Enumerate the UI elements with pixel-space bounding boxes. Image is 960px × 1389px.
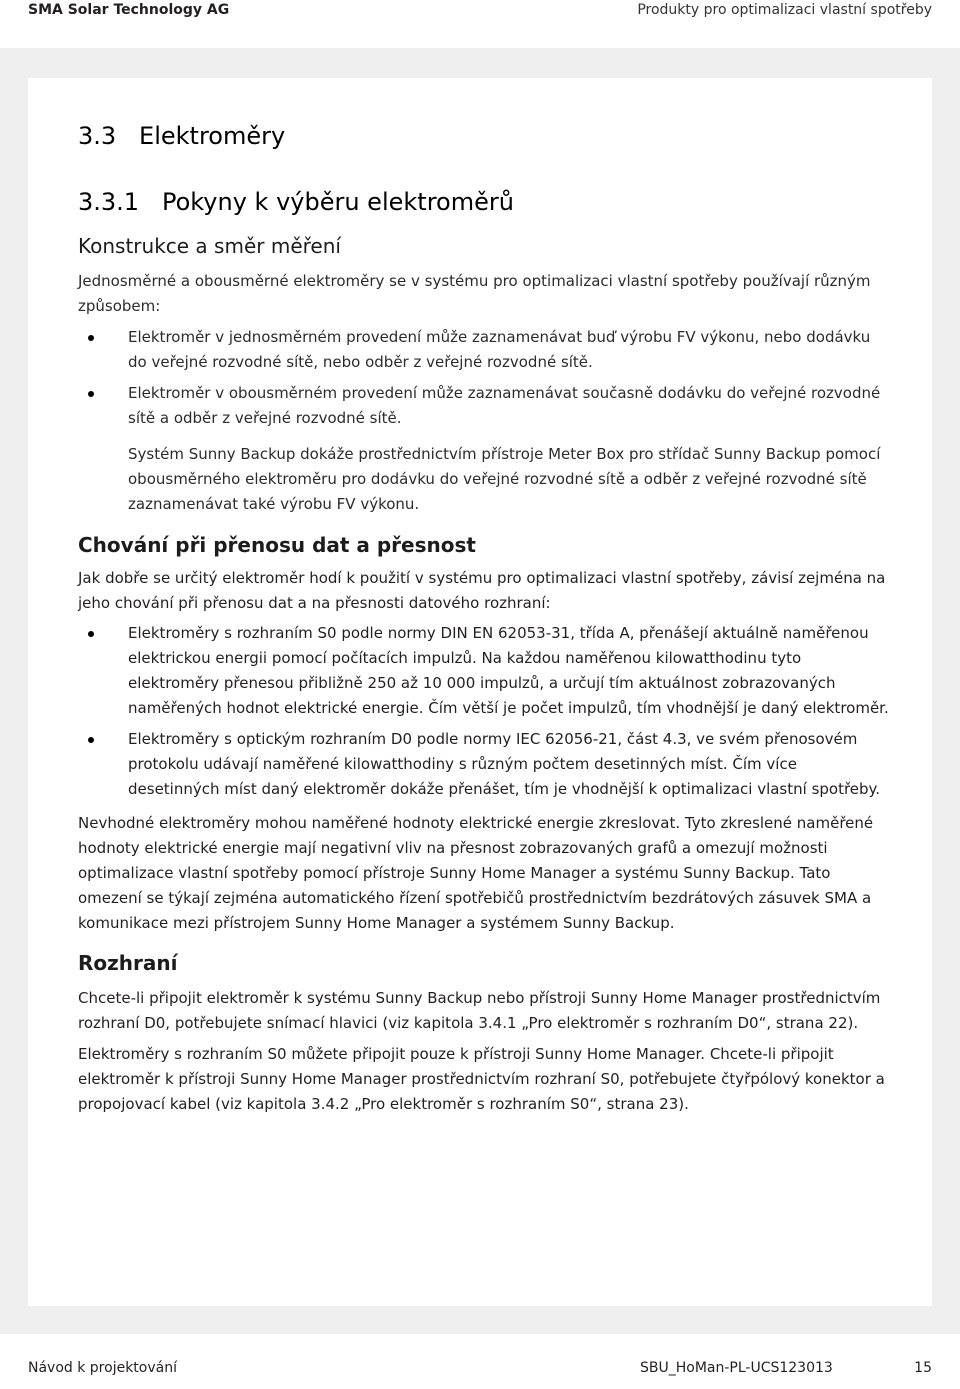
heading-3-3: 3.3 Elektroměry	[78, 122, 286, 150]
construction-intro: Jednosměrné a obousměrné elektroměry se v systému pro optimalizaci vlastní spotřeby používají různým způsobem:	[78, 272, 871, 315]
page-header	[0, 0, 960, 36]
data-transfer-note: Nevhodné elektroměry mohou naměřené hodnoty elektrické energie zkreslovat. Tyto zkreslené naměřené hodnoty elektrické energie mají negativní vliv na přesnost zobrazovaných grafů a omezují možnosti optimalizace vlastní spotřeby pomocí přístroje Sunny Home Manager a systému Sunny Backup. Tato omezení se týkají zejména automatického řízení spotřebičů prostřednictvím bezdrátových zásuvek SMA a komunikace mezi přístrojem Sunny Home Manager a systémem Sunny Backup.	[78, 814, 874, 932]
construction-bullets	[78, 325, 893, 437]
list-item: Elektroměry s optickým rozhraním D0 podle normy IEC 62056-21, část 4.3, ve svém přenosovém protokolu udávají naměřené kilowatthodiny s různým počtem desetinných míst. Čím více desetinných míst daný elektroměr dokáže přenášet, tím je vhodnější k optimalizaci vlastní spotřeby.	[78, 727, 893, 802]
company-name: SMA Solar Technology AG	[28, 2, 230, 18]
page-body	[28, 78, 932, 1306]
interface-paragraph-1: Chcete-li připojit elektroměr k systému Sunny Backup nebo přístroji Sunny Home Manager prostřednictvím rozhraní D0, potřebujete snímací hlavici (viz kapitola 3.4.1 „Pro elektroměr s rozhraním D0“, strana 22).	[78, 989, 881, 1032]
list-item: Elektroměry s rozhraním S0 podle normy DIN EN 62053-31, třída A, přenášejí aktuálně naměřenou elektrickou energii pomocí počítacích impulzů. Na každou naměřenou kilowatthodinu tyto elektroměry přenesou přibližně 250 až 10 000 impulzů, a určují tím aktuálnost zobrazovaných naměřených hodnot elektrické energie. Čím větší je počet impulzů, tím vhodnější je daný elektroměr.	[78, 621, 893, 721]
data-transfer-bullets	[78, 621, 893, 808]
interface-paragraph-2: Elektroměry s rozhraním S0 můžete připojit pouze k přístroji Sunny Home Manager. Chcete-li připojit elektroměr k přístroji Sunny Home Manager prostřednictvím rozhraní S0, potřebujete čtyřpólový konektor a propojovací kabel (viz kapitola 3.4.2 „Pro elektroměr s rozhraním S0“, strana 23).	[78, 1045, 885, 1113]
bullet-icon	[88, 631, 94, 637]
section-title-construction: Konstrukce a směr měření	[78, 234, 341, 258]
list-item: Elektroměr v obousměrném provedení může zaznamenávat současně dodávku do veřejné rozvodné sítě a odběr z veřejné rozvodné sítě.	[78, 381, 893, 431]
bullet-icon	[88, 391, 94, 397]
heading-3-3-1: 3.3.1 Pokyny k výběru elektroměrů	[78, 188, 514, 216]
section-title: Produkty pro optimalizaci vlastní spotřeby	[637, 2, 932, 18]
list-item: Elektroměr v jednosměrném provedení může zaznamenávat buď výrobu FV výkonu, nebo dodávku do veřejné rozvodné sítě, nebo odběr z veřejné rozvodné sítě.	[78, 325, 893, 375]
document-code: SBU_HoMan-PL-UCS123013	[640, 1360, 833, 1376]
data-transfer-intro: Jak dobře se určitý elektroměr hodí k použití v systému pro optimalizaci vlastní spotřeby, závisí zejména na jeho chování při přenosu dat a na přesnosti datového rozhraní:	[78, 569, 886, 612]
section-title-data-transfer: Chování při přenosu dat a přesnost	[78, 533, 476, 557]
page-number: 15	[914, 1360, 932, 1376]
bullet-icon	[88, 737, 94, 743]
bullet-icon	[88, 335, 94, 341]
section-title-interface: Rozhraní	[78, 951, 178, 975]
construction-note: Systém Sunny Backup dokáže prostřednictvím přístroje Meter Box pro střídač Sunny Backup pomocí obousměrného elektroměru pro dodávku do veřejné rozvodné sítě a odběr z veřejné rozvodné sítě zaznamenávat také výrobu FV výkonu.	[128, 445, 881, 513]
document-title: Návod k projektování	[28, 1360, 177, 1376]
